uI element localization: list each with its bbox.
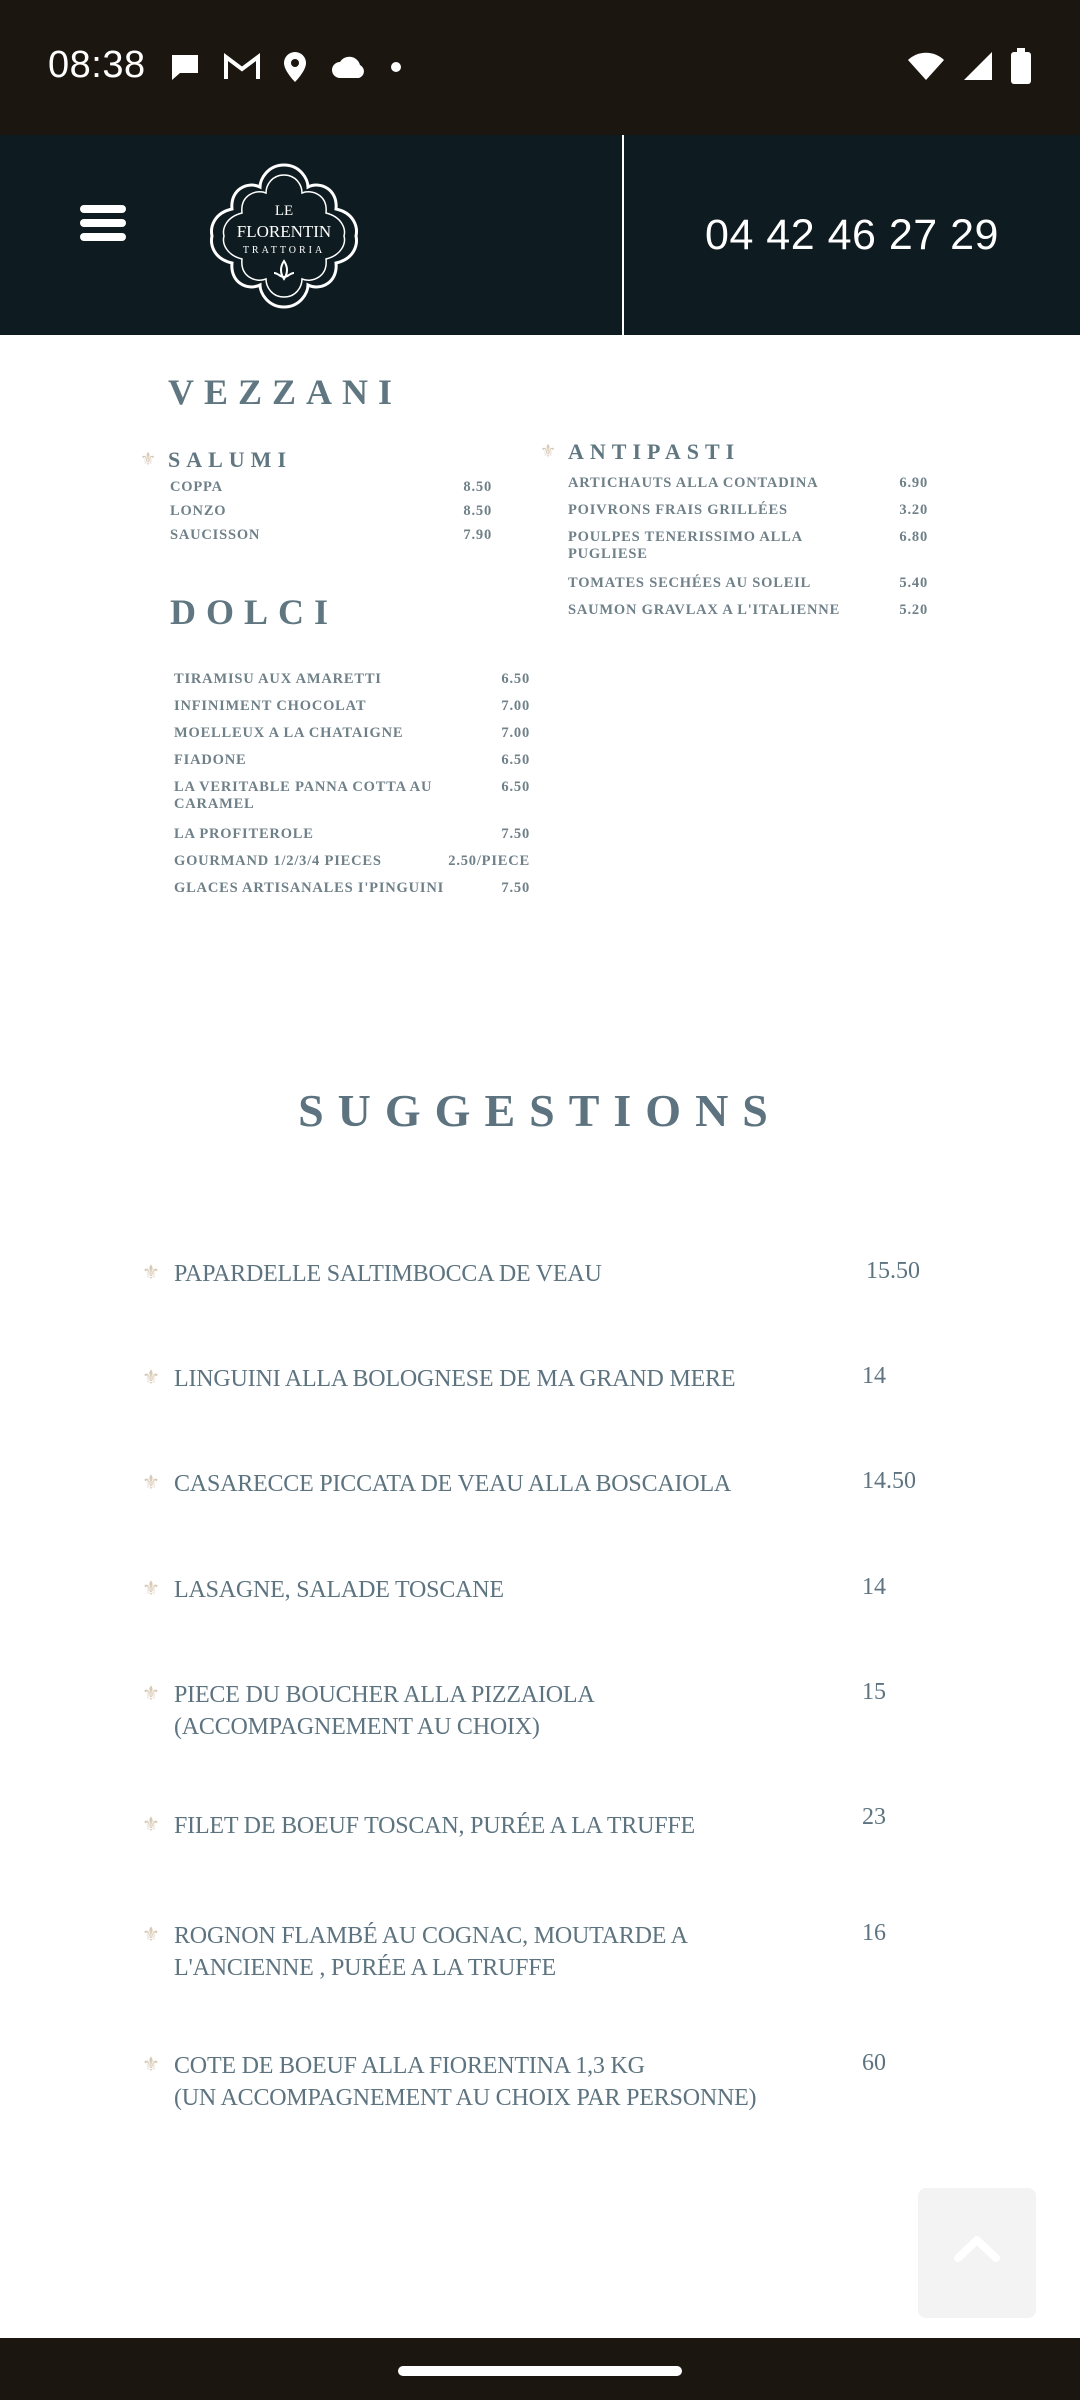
home-gesture-pill[interactable] [398, 2366, 682, 2376]
fleur-de-lis-icon: ⚜ [142, 1683, 160, 1705]
status-bar [0, 0, 1080, 135]
logo[interactable] [208, 161, 360, 311]
antipasti-item-price: 6.90 [899, 475, 928, 491]
vezzani-title: VEZZANI [168, 372, 403, 412]
antipasti-item-price: 5.40 [899, 575, 928, 591]
fleur-de-lis-icon: ⚜ [142, 1367, 160, 1389]
dolci-item-name: GOURMAND 1/2/3/4 PIECES [174, 853, 382, 869]
hamburger-line [80, 219, 126, 227]
chat-icon [168, 51, 202, 83]
suggestion-name: CASARECCE PICCATA DE VEAU ALLA BOSCAIOLA [174, 1471, 732, 1497]
antipasti-item-price: 5.20 [899, 602, 928, 618]
fleur-de-lis-icon: ⚜ [140, 449, 157, 469]
suggestion-price: 15 [862, 1679, 886, 1705]
dolci-item [174, 880, 530, 897]
dolci-item-price: 7.00 [501, 698, 530, 714]
antipasti-item [568, 529, 928, 563]
salumi-item [170, 479, 492, 496]
salumi-item-price: 7.90 [463, 527, 492, 543]
dolci-item [174, 725, 530, 742]
antipasti-item-name: ARTICHAUTS ALLA CONTADINA [568, 475, 819, 491]
logo-emblem [208, 161, 360, 311]
gmail-icon [224, 53, 260, 81]
antipasti-item [568, 602, 928, 619]
suggestion-price: 15.50 [866, 1258, 920, 1284]
dolci-item-name: TIRAMISU AUX AMARETTI [174, 671, 382, 687]
battery-icon [1010, 48, 1032, 84]
fleur-de-lis-icon: ⚜ [540, 441, 557, 461]
dolci-item [174, 853, 530, 870]
chevron-up-icon [918, 2188, 1036, 2318]
dolci-item-name: LA PROFITEROLE [174, 826, 314, 842]
antipasti-item [568, 475, 928, 492]
cloud-icon [330, 54, 368, 80]
suggestion-price: 23 [862, 1804, 886, 1830]
svg-text:TRATTORIA: TRATTORIA [242, 245, 326, 256]
suggestion-name: PIECE DU BOUCHER ALLA PIZZAIOLA (ACCOMPAGNEMENT AU CHOIX) [174, 1682, 595, 1740]
cellular-icon [962, 50, 994, 82]
suggestion-price: 14 [862, 1574, 886, 1600]
fleur-de-lis-icon: ⚜ [142, 1472, 160, 1494]
salumi-item [170, 527, 492, 544]
dolci-item [174, 779, 530, 813]
antipasti-item-name: POIVRONS FRAIS GRILLÉES [568, 502, 788, 518]
suggestion-name: COTE DE BOEUF ALLA FIORENTINA 1,3 KG (UN ACCOMPAGNEMENT AU CHOIX PAR PERSONNE) [174, 2053, 757, 2111]
antipasti-item [568, 502, 928, 519]
svg-text:FLORENTIN: FLORENTIN [236, 222, 332, 241]
location-icon [282, 50, 308, 84]
antipasti-title: ANTIPASTI [568, 439, 741, 464]
dolci-item-price: 6.50 [501, 671, 530, 687]
wifi-icon [906, 50, 946, 82]
salumi-item-name: COPPA [170, 479, 223, 495]
salumi-item-name: LONZO [170, 503, 227, 519]
dolci-item-name: INFINIMENT CHOCOLAT [174, 698, 367, 714]
fleur-de-lis-icon: ⚜ [142, 1262, 160, 1284]
suggestion-name: LINGUINI ALLA BOLOGNESE DE MA GRAND MERE [174, 1366, 736, 1392]
fleur-de-lis-icon: ⚜ [142, 1814, 160, 1836]
dolci-title: DOLCI [170, 592, 339, 632]
salumi-item-price: 8.50 [463, 479, 492, 495]
site-header [0, 135, 1080, 335]
antipasti-item-name: SAUMON GRAVLAX A L'ITALIENNE [568, 602, 841, 618]
fleur-de-lis-icon: ⚜ [142, 1924, 160, 1946]
antipasti-item-price: 6.80 [899, 529, 928, 545]
dolci-item-price: 7.50 [501, 826, 530, 842]
dolci-item-name: LA VERITABLE PANNA COTTA AU CARAMEL [174, 779, 433, 812]
suggestion-price: 16 [862, 1920, 886, 1946]
dolci-item-price: 7.50 [501, 880, 530, 896]
phone-link[interactable]: 04 42 46 27 29 [705, 210, 999, 259]
fleur-de-lis-icon: ⚜ [142, 2054, 160, 2076]
dolci-item-price: 2.50/PIECE [448, 853, 530, 869]
suggestion-name: LASAGNE, SALADE TOSCANE [174, 1577, 504, 1603]
svg-text:LE: LE [274, 203, 294, 219]
dolci-item-name: FIADONE [174, 752, 247, 768]
back-to-top-button[interactable] [918, 2188, 1036, 2318]
hamburger-line [80, 233, 126, 241]
dolci-item [174, 752, 530, 769]
menu-image [0, 335, 1080, 935]
hamburger-icon [80, 205, 126, 213]
hamburger-menu-button[interactable] [80, 205, 126, 241]
salumi-item [170, 503, 492, 520]
suggestion-name: PAPARDELLE SALTIMBOCCA DE VEAU [174, 1261, 602, 1287]
dot-icon [390, 61, 402, 73]
dolci-item-price: 6.50 [501, 752, 530, 768]
suggestion-price: 14.50 [862, 1468, 916, 1494]
dolci-item [174, 698, 530, 715]
antipasti-item [568, 575, 928, 592]
status-time: 08:38 [48, 44, 146, 86]
salumi-item-price: 8.50 [463, 503, 492, 519]
system-icons [906, 48, 1032, 84]
navigation-bar [0, 2338, 1080, 2400]
fleur-de-lis-icon: ⚜ [142, 1578, 160, 1600]
dolci-item-name: MOELLEUX A LA CHATAIGNE [174, 725, 404, 741]
antipasti-item-name: TOMATES SECHÉES AU SOLEIL [568, 575, 812, 591]
suggestion-price: 60 [862, 2050, 886, 2076]
dolci-item [174, 826, 530, 843]
antipasti-item-price: 3.20 [899, 502, 928, 518]
suggestion-price: 14 [862, 1363, 886, 1389]
dolci-item-price: 6.50 [501, 779, 530, 795]
dolci-item-price: 7.00 [501, 725, 530, 741]
dolci-item-name: GLACES ARTISANALES I'PINGUINI [174, 880, 445, 896]
suggestions-title: SUGGESTIONS [298, 1085, 782, 1136]
suggestion-name: ROGNON FLAMBÉ AU COGNAC, MOUTARDE A L'ANCIENNE , PURÉE A LA TRUFFE [174, 1923, 688, 1981]
notification-icons [168, 50, 402, 84]
suggestion-name: FILET DE BOEUF TOSCAN, PURÉE A LA TRUFFE [174, 1813, 695, 1839]
salumi-title: SALUMI [168, 447, 293, 472]
antipasti-item-name: POULPES TENERISSIMO ALLA PUGLIESE [568, 529, 803, 562]
salumi-item-name: SAUCISSON [170, 527, 261, 543]
dolci-item [174, 671, 530, 688]
